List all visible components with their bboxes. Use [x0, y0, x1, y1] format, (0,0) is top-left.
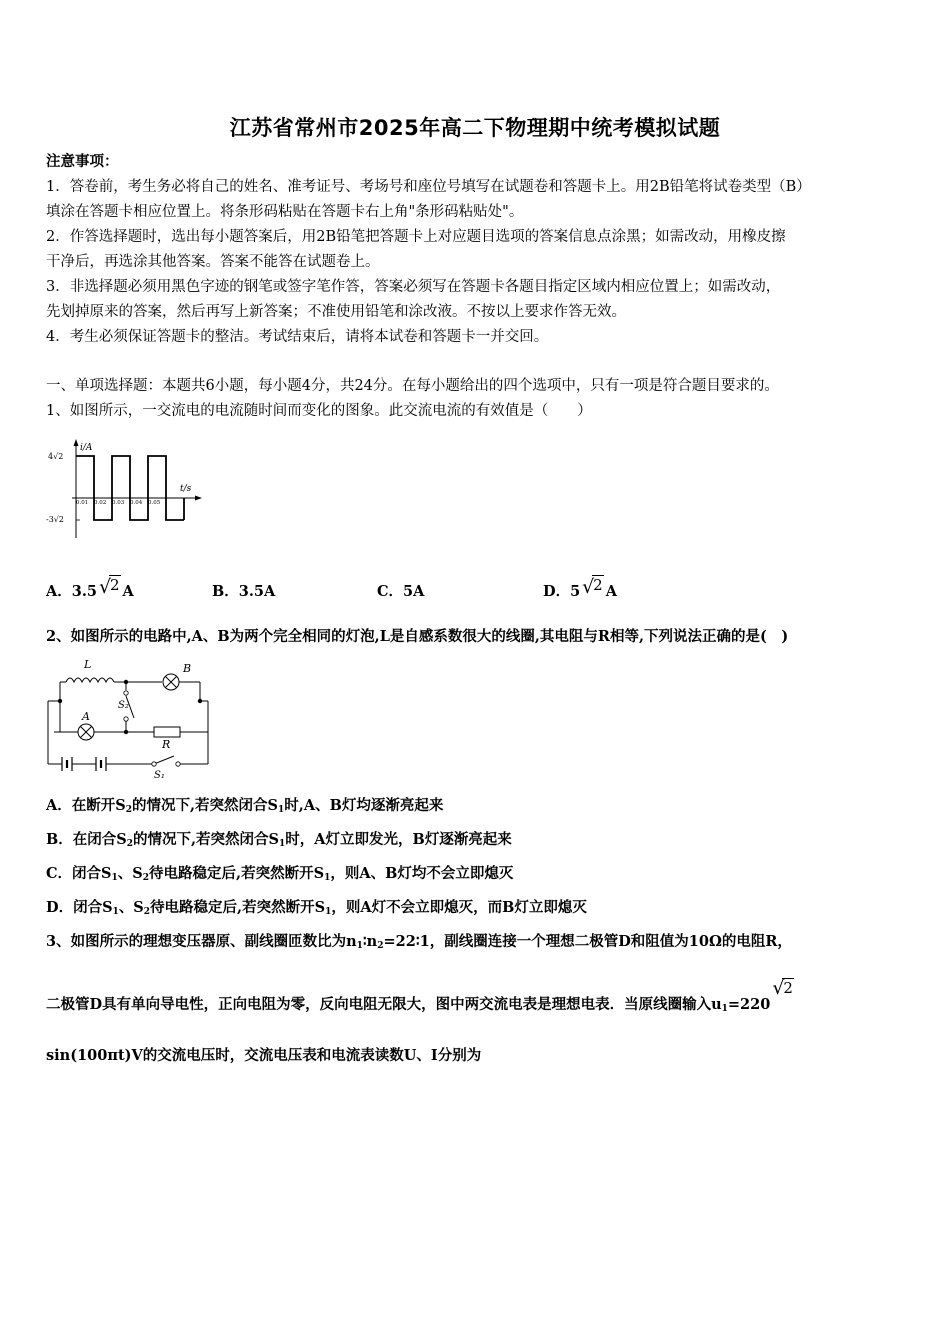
graph-x-label: t/s: [180, 484, 192, 494]
notice-line: 1．答卷前，考生务必将自己的姓名、准考证号、考场号和座位号填写在试题卷和答题卡上。用2B铅笔将试卷类型（B）: [46, 179, 811, 195]
notice-line: 先划掉原来的答案，然后再写上新答案；不准使用铅笔和涂改液。不按以上要求作答无效。: [46, 304, 626, 320]
question-3-stem-line3: sin(100πt)V的交流电压时，交流电压表和电流表读数U、I分别为: [46, 1047, 482, 1064]
graph-y-max-label: 4√2: [48, 452, 64, 461]
notice-line: 干净后，再选涂其他答案。答案不能答在试题卷上。: [46, 254, 380, 270]
switch-s1: [154, 756, 174, 764]
label-switch-s2: S₂: [118, 700, 129, 711]
label-bulb-b: B: [183, 662, 192, 675]
q2-option-b: B．在闭合$S_2$的情况下,若突然闭合$S_1$时，A灯立即发光，B灯逐渐亮起来: [46, 831, 512, 849]
graph-tick-label: 0.02: [94, 500, 107, 506]
inductor-coil: [66, 678, 114, 682]
notice-line: 填涂在答题卡相应位置上。将条形码粘贴在答题卡右上角"条形码粘贴处"。: [46, 204, 524, 220]
label-inductor-l: L: [84, 658, 92, 671]
resistor-r: [154, 727, 180, 737]
question-1-stem: 1、如图所示，一交流电的电流随时间而变化的图象。此交流电流的有效值是（ ）: [46, 403, 592, 419]
label-switch-s1: S₁: [154, 770, 165, 781]
graph-y-min-label: -3√2: [46, 515, 64, 524]
graph-tick-label: 0.04: [130, 500, 143, 506]
q1-option-d: D．5 √ 2 A: [543, 576, 617, 600]
q1-option-b: B．3.5A: [212, 583, 276, 600]
page-title: 江苏省常州市2025年高二下物理期中统考模拟试题: [229, 116, 721, 140]
graph-square-wave: [76, 456, 184, 520]
question-3-stem-line2: 二极管D具有单向导电性，正向电阻为零，反向电阻无限大，图中两交流电表是理想电表．当原线圈输入$u_1=220$ √ 2: [46, 977, 793, 1014]
notice-line: 2．作答选择题时，选出每小题答案后，用2B铅笔把答题卡上对应题目选项的答案信息点涂黑；如需改动，用橡皮擦: [46, 229, 786, 245]
question-3-stem-line1: 3、如图所示的理想变压器原、副线圈匝数比为$n_1∶n_2=22∶1$，副线圈连接一个理想二极管D和阻值为10Ω的电阻R，: [46, 933, 792, 951]
graph-tick-label: 0.03: [112, 500, 125, 506]
q2-option-c: C．闭合$S_1$、$S_2$待电路稳定后,若突然断开$S_1$，则A、B灯均不会立即熄灭: [46, 865, 514, 883]
notice-heading: 注意事项：: [46, 153, 119, 170]
q1-option-c: C．5A: [377, 583, 425, 600]
label-resistor-r: R: [162, 738, 171, 751]
current-time-graph: [46, 436, 206, 548]
section-heading: 一、单项选择题：本题共6小题，每小题4分，共24分。在每小题给出的四个选项中，只有一项是符合题目要求的。: [46, 378, 779, 394]
q1-option-a: A．3.5 √ 2 A: [46, 576, 134, 600]
sqrt-symbol: √ 2: [582, 576, 603, 598]
graph-y-label: i/A: [80, 443, 93, 453]
graph-tick-label: 0.01: [76, 500, 89, 506]
graph-tick-label: 0.05: [148, 500, 161, 506]
question-2-stem: 2、如图所示的电路中,A、B为两个完全相同的灯泡,L是自感系数很大的线圈,其电阻与R相等,下列说法正确的是( ): [46, 628, 789, 645]
q2-option-a: A．在断开$S_2$的情况下,若突然闭合$S_1$时,A、B灯均逐渐亮起来: [46, 797, 444, 815]
notice-line: 3．非选择题必须用黑色字迹的钢笔或签字笔作答，答案必须写在答题卡各题目指定区域内相应位置上；如需改动，: [46, 279, 781, 295]
q2-option-d: D．闭合$S_1$、$S_2$待电路稳定后,若突然断开$S_1$，则A灯不会立即熄灭，而B灯立即熄灭: [46, 899, 587, 917]
sqrt-symbol: √ 2: [772, 977, 793, 999]
circuit-diagram: [42, 656, 212, 784]
notice-line: 4．考生必须保证答题卡的整洁。考试结束后，请将本试卷和答题卡一并交回。: [46, 329, 549, 345]
label-bulb-a: A: [82, 710, 90, 723]
sqrt-symbol: √ 2: [98, 576, 120, 598]
